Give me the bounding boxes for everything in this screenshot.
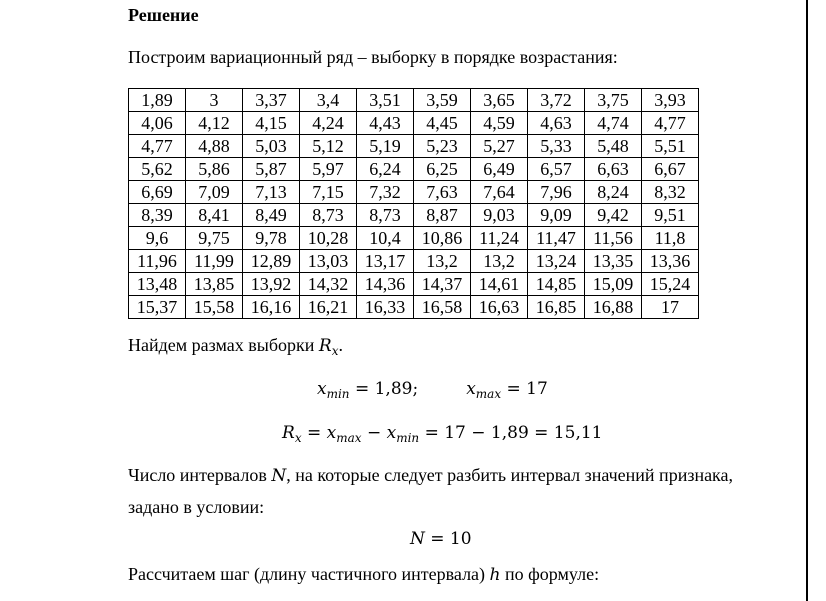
table-cell: 9,78: [243, 227, 300, 250]
table-row: [129, 227, 699, 250]
table-cell: 17: [642, 296, 699, 319]
table-row: [129, 273, 699, 296]
table-cell: 11,8: [642, 227, 699, 250]
table-cell: 6,24: [357, 158, 414, 181]
table-cell: 9,6: [129, 227, 186, 250]
table-cell: 13,36: [642, 250, 699, 273]
table-cell: 16,88: [585, 296, 642, 319]
table-cell: 7,64: [471, 181, 528, 204]
table-cell: 13,2: [471, 250, 528, 273]
table-cell: 14,85: [528, 273, 585, 296]
table-cell: 11,47: [528, 227, 585, 250]
range-var: R: [318, 336, 332, 356]
table-cell: 6,49: [471, 158, 528, 181]
table-cell: 8,49: [243, 204, 300, 227]
table-cell: 13,92: [243, 273, 300, 296]
range-prefix: Найдем размах выборки: [128, 335, 319, 355]
table-cell: 11,24: [471, 227, 528, 250]
table-cell: 6,25: [414, 158, 471, 181]
table-cell: 3,72: [528, 89, 585, 112]
table-cell: 5,62: [129, 158, 186, 181]
xmax-var: x: [466, 379, 476, 399]
table-row: [129, 250, 699, 273]
table-cell: 7,13: [243, 181, 300, 204]
table-cell: 7,63: [414, 181, 471, 204]
rx-sub: x: [294, 431, 302, 445]
table-cell: 4,74: [585, 112, 642, 135]
rx-eq: =: [301, 423, 327, 443]
table-cell: 13,03: [300, 250, 357, 273]
table-cell: 7,09: [186, 181, 243, 204]
table-cell: 11,99: [186, 250, 243, 273]
table-cell: 16,63: [471, 296, 528, 319]
table-cell: 8,39: [129, 204, 186, 227]
table-cell: 13,48: [129, 273, 186, 296]
table-cell: 4,45: [414, 112, 471, 135]
table-cell: 10,28: [300, 227, 357, 250]
table-cell: 3,59: [414, 89, 471, 112]
table-cell: 4,59: [471, 112, 528, 135]
rx-var: R: [282, 423, 295, 443]
table-cell: 3,51: [357, 89, 414, 112]
table-cell: 4,24: [300, 112, 357, 135]
table-cell: 13,85: [186, 273, 243, 296]
table-cell: 4,77: [129, 135, 186, 158]
table-cell: 5,12: [300, 135, 357, 158]
table-cell: 13,35: [585, 250, 642, 273]
range-paragraph: [128, 334, 343, 362]
table-cell: 9,03: [471, 204, 528, 227]
intervals-paragraph-cont: задано в условии:: [128, 497, 265, 517]
table-cell: 4,77: [642, 112, 699, 135]
table-cell: 6,67: [642, 158, 699, 181]
term2-sub: min: [396, 431, 420, 445]
table-cell: 4,43: [357, 112, 414, 135]
table-row: [129, 112, 699, 135]
table-cell: 16,33: [357, 296, 414, 319]
table-row: [129, 181, 699, 204]
table-cell: 3,65: [471, 89, 528, 112]
table-cell: 13,2: [414, 250, 471, 273]
xmax-rhs: = 17: [501, 379, 548, 399]
table-cell: 4,63: [528, 112, 585, 135]
table-cell: 14,32: [300, 273, 357, 296]
range-result: = 17 − 1,89 = 15,11: [419, 423, 603, 443]
table-cell: 14,37: [414, 273, 471, 296]
table-row: [129, 158, 699, 181]
xmin-sub: min: [326, 387, 350, 401]
table-cell: 5,19: [357, 135, 414, 158]
table-cell: 5,33: [528, 135, 585, 158]
table-cell: 4,15: [243, 112, 300, 135]
table-cell: 7,15: [300, 181, 357, 204]
table-row: [129, 89, 699, 112]
table-cell: 15,58: [186, 296, 243, 319]
table-cell: 15,37: [129, 296, 186, 319]
formula-range: [282, 422, 602, 449]
table-row: [129, 204, 699, 227]
range-suffix: .: [338, 335, 343, 355]
table-cell: 9,42: [585, 204, 642, 227]
table-cell: 5,86: [186, 158, 243, 181]
table-cell: 16,21: [300, 296, 357, 319]
table-cell: 9,75: [186, 227, 243, 250]
page-right-border: [806, 0, 808, 601]
table-cell: 8,73: [300, 204, 357, 227]
table-cell: 5,23: [414, 135, 471, 158]
table-cell: 12,89: [243, 250, 300, 273]
step-paragraph: [128, 563, 599, 586]
table-cell: 14,61: [471, 273, 528, 296]
table-cell: 13,24: [528, 250, 585, 273]
table-cell: 10,86: [414, 227, 471, 250]
intervals-paragraph: [128, 464, 733, 487]
table-cell: 5,97: [300, 158, 357, 181]
table-cell: 8,32: [642, 181, 699, 204]
formula-n: [410, 528, 472, 550]
table-cell: 16,58: [414, 296, 471, 319]
table-cell: 16,85: [528, 296, 585, 319]
minus-sign: −: [361, 423, 387, 443]
term1-sub: max: [336, 431, 362, 445]
term1-var: x: [326, 423, 337, 443]
table-cell: 15,09: [585, 273, 642, 296]
table-cell: 3,75: [585, 89, 642, 112]
formula-min-max: [317, 378, 548, 405]
table-cell: 7,96: [528, 181, 585, 204]
table-cell: 11,56: [585, 227, 642, 250]
section-heading: Решение: [128, 5, 199, 25]
table-row: [129, 135, 699, 158]
step-prefix: Рассчитаем шаг (длину частичного интервала): [128, 564, 490, 584]
xmin-rhs: = 1,89;: [349, 379, 419, 399]
term2-var: x: [386, 423, 397, 443]
table-cell: 3,37: [243, 89, 300, 112]
step-suffix: по формуле:: [500, 564, 600, 584]
table-cell: 3,4: [300, 89, 357, 112]
table-cell: 9,51: [642, 204, 699, 227]
table-cell: 13,17: [357, 250, 414, 273]
xmin-var: x: [317, 379, 327, 399]
table-cell: 1,89: [129, 89, 186, 112]
table-cell: 6,63: [585, 158, 642, 181]
table-cell: 8,24: [585, 181, 642, 204]
table-cell: 14,36: [357, 273, 414, 296]
table-cell: 15,24: [642, 273, 699, 296]
table-row: [129, 296, 699, 319]
xmax-sub: max: [475, 387, 502, 401]
table-cell: 4,06: [129, 112, 186, 135]
table-cell: 5,87: [243, 158, 300, 181]
table-cell: 3,93: [642, 89, 699, 112]
table-cell: 16,16: [243, 296, 300, 319]
table-cell: 5,03: [243, 135, 300, 158]
range-var-sub: x: [331, 344, 339, 358]
step-var: h: [489, 565, 501, 585]
table-cell: 4,88: [186, 135, 243, 158]
intro-paragraph: Построим вариационный ряд – выборку в порядке возрастания:: [128, 47, 618, 67]
table-cell: 8,41: [186, 204, 243, 227]
table-cell: 10,4: [357, 227, 414, 250]
table-cell: 5,48: [585, 135, 642, 158]
table-cell: 7,32: [357, 181, 414, 204]
table-cell: 5,51: [642, 135, 699, 158]
table-cell: 4,12: [186, 112, 243, 135]
table-cell: 3: [186, 89, 243, 112]
table-cell: 5,27: [471, 135, 528, 158]
intervals-suffix: , на которые следует разбить интервал значений признака,: [286, 465, 734, 485]
table-cell: 8,87: [414, 204, 471, 227]
intervals-var: N: [271, 466, 287, 486]
n-rhs: = 10: [424, 529, 472, 549]
table-cell: 8,73: [357, 204, 414, 227]
n-var: N: [410, 529, 425, 549]
table-cell: 11,96: [129, 250, 186, 273]
table-cell: 6,69: [129, 181, 186, 204]
table-cell: 9,09: [528, 204, 585, 227]
table-cell: 6,57: [528, 158, 585, 181]
variation-series-table: [128, 88, 699, 319]
intervals-prefix: Число интервалов: [128, 465, 272, 485]
